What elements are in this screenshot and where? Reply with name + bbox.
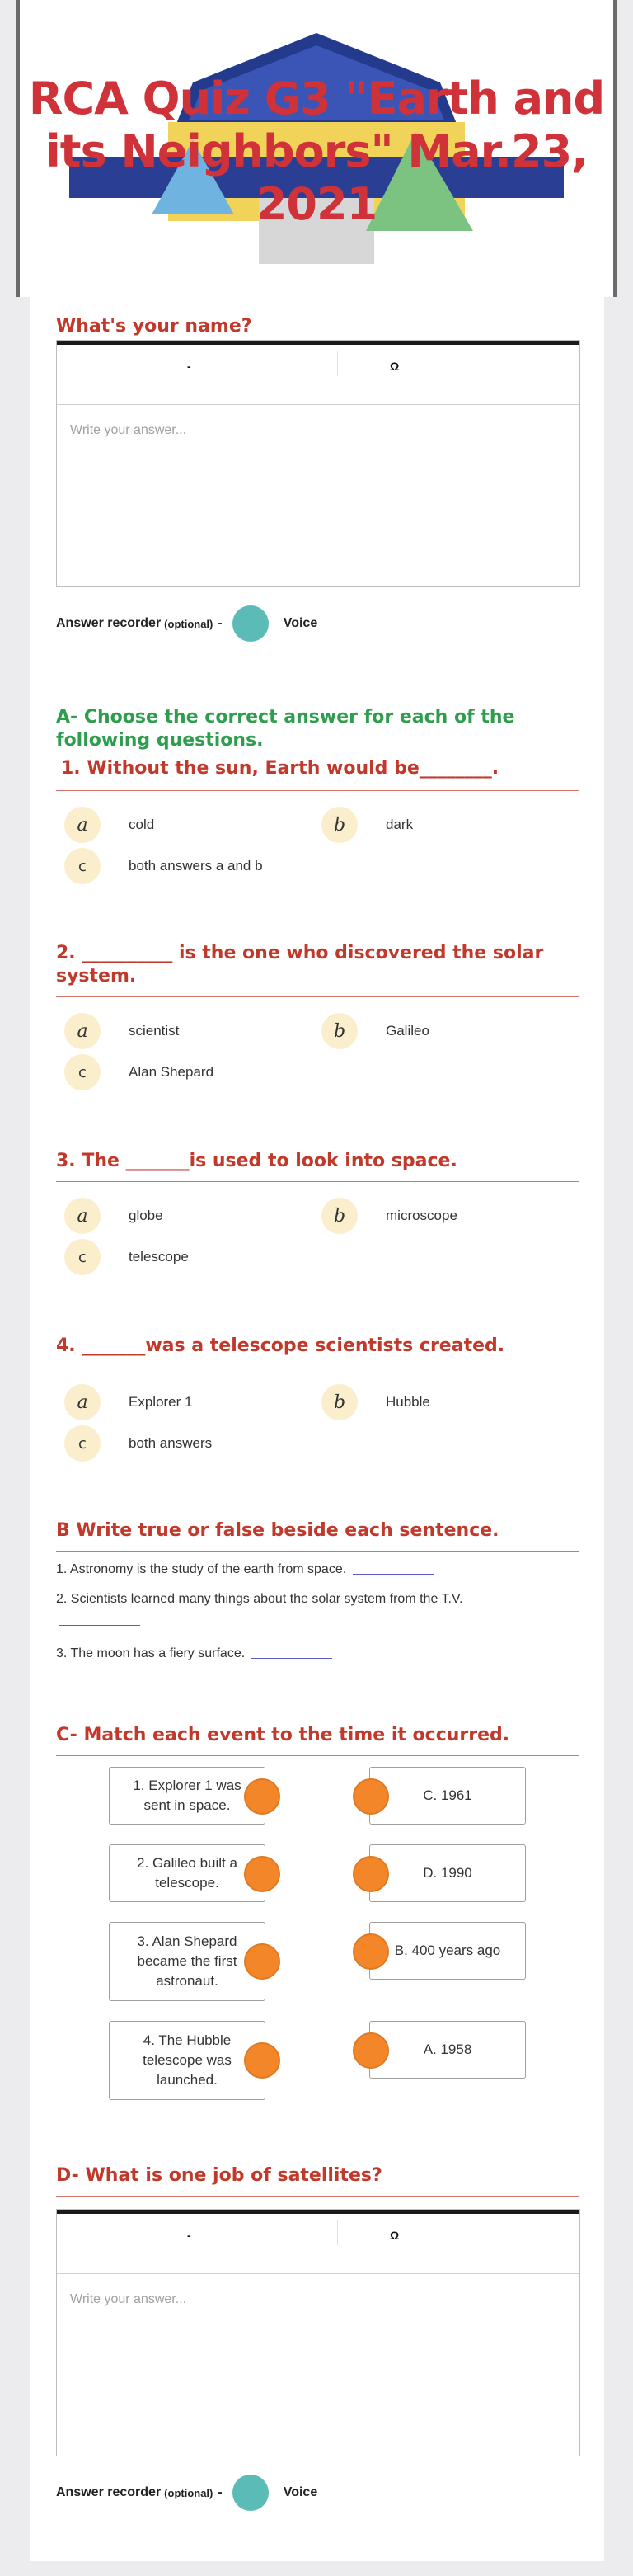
toolbar-dash-button[interactable]: -: [187, 2229, 191, 2242]
option-letter-c: c: [64, 1425, 101, 1462]
tf-sentence-text: 1. Astronomy is the study of the earth from space.: [56, 1562, 347, 1576]
match-dot-icon[interactable]: [244, 1856, 280, 1892]
option-text: scientist: [129, 1023, 180, 1038]
quiz-card: [30, 297, 604, 2561]
tf-answer-blank[interactable]: [353, 1574, 434, 1575]
tf-sentence-2: [56, 1592, 463, 1607]
option-text: both answers: [129, 1435, 213, 1451]
question-name-title: What's your name?: [56, 316, 252, 337]
match-dot-icon[interactable]: [244, 1943, 280, 1980]
match-right-1[interactable]: C. 1961: [369, 1767, 526, 1825]
toolbar-divider: [337, 351, 338, 376]
divider: [56, 1755, 579, 1756]
match-left-4[interactable]: 4. The Hubble telescope was launched.: [109, 2021, 265, 2100]
option-letter-b: b: [321, 1198, 358, 1234]
q1-option-c[interactable]: [64, 848, 263, 884]
match-dot-icon[interactable]: [353, 1933, 389, 1970]
toolbar-divider: [337, 2220, 338, 2245]
part-c-title: C- Match each event to the time it occurred.: [56, 1725, 510, 1745]
voice-label: Voice: [283, 616, 318, 630]
recorder-label: Answer recorder: [56, 616, 162, 630]
q2-title: 2. __________ is the one who discovered the solar system.: [56, 943, 544, 987]
editor-toolbar: [57, 341, 579, 405]
option-text: Explorer 1: [129, 1394, 193, 1410]
match-left-3[interactable]: 3. Alan Shepard became the first astronaut.: [109, 1922, 265, 2001]
divider: [56, 790, 579, 791]
q3-option-c[interactable]: [64, 1239, 189, 1275]
page-margin: [0, 0, 30, 2576]
q4-option-c[interactable]: [64, 1425, 212, 1462]
tf-answer-blank[interactable]: [251, 1658, 332, 1659]
option-letter-a: a: [64, 1198, 101, 1234]
match-dot-icon[interactable]: [244, 1778, 280, 1815]
match-dot-icon[interactable]: [244, 2042, 280, 2079]
match-right-4[interactable]: A. 1958: [369, 2021, 526, 2079]
match-right-3[interactable]: B. 400 years ago: [369, 1922, 526, 1980]
toolbar-dash-button[interactable]: -: [187, 360, 191, 373]
quiz-header: [16, 0, 617, 297]
recorder-optional: (optional): [164, 2486, 213, 2499]
tf-sentence-2-blank: [59, 1613, 140, 1628]
option-letter-a: a: [64, 807, 101, 843]
name-answer-editor[interactable]: [56, 340, 580, 587]
option-text: globe: [129, 1208, 163, 1223]
q3-option-a[interactable]: [64, 1198, 163, 1234]
q4-option-b[interactable]: [321, 1384, 430, 1420]
q3-option-b[interactable]: [321, 1198, 457, 1234]
option-text: microscope: [386, 1208, 457, 1223]
divider: [56, 1551, 579, 1552]
omega-icon[interactable]: Ω: [390, 360, 400, 373]
microphone-icon[interactable]: [232, 605, 269, 642]
divider: [56, 2196, 579, 2197]
option-letter-b: b: [321, 1384, 358, 1420]
match-right-2[interactable]: D. 1990: [369, 1844, 526, 1902]
answer-textarea[interactable]: Write your answer...: [70, 2292, 187, 2306]
match-dot-icon[interactable]: [353, 1778, 389, 1815]
recorder-dash: -: [218, 616, 223, 630]
q4-title: 4. _______was a telescope scientists created.: [56, 1335, 505, 1356]
option-text: Galileo: [386, 1023, 429, 1038]
q1-option-a[interactable]: [64, 807, 154, 843]
q4-option-a[interactable]: [64, 1384, 192, 1420]
match-dot-icon[interactable]: [353, 2032, 389, 2069]
omega-icon[interactable]: Ω: [390, 2229, 400, 2242]
part-b-title: B Write true or false beside each sentence.: [56, 1520, 499, 1541]
q3-title: 3. The _______is used to look into space.: [56, 1151, 457, 1171]
part-a-heading: A- Choose the correct answer for each of the following questions.: [56, 707, 515, 751]
tf-sentence-text: 3. The moon has a fiery surface.: [56, 1646, 246, 1660]
recorder-optional: (optional): [164, 617, 213, 630]
recorder-label: Answer recorder: [56, 2485, 162, 2499]
answer-recorder: [56, 605, 317, 642]
divider: [56, 996, 579, 997]
q2-option-b[interactable]: [321, 1013, 429, 1049]
tf-sentence-1: [56, 1562, 434, 1577]
q2-option-c[interactable]: [64, 1054, 213, 1090]
satellite-answer-editor[interactable]: [56, 2209, 580, 2456]
option-text: Hubble: [386, 1394, 430, 1410]
option-letter-c: c: [64, 1239, 101, 1275]
tf-sentence-text: 2. Scientists learned many things about the solar system from the T.V.: [56, 1592, 463, 1606]
q1-option-b[interactable]: [321, 807, 413, 843]
option-letter-a: a: [64, 1013, 101, 1049]
divider: [56, 1181, 579, 1182]
q2-option-a[interactable]: [64, 1013, 179, 1049]
option-text: dark: [386, 817, 414, 832]
answer-textarea[interactable]: Write your answer...: [70, 423, 187, 437]
match-left-2[interactable]: 2. Galileo built a telescope.: [109, 1844, 265, 1902]
option-letter-c: c: [64, 848, 101, 884]
option-letter-b: b: [321, 1013, 358, 1049]
part-d-title: D- What is one job of satellites?: [56, 2165, 382, 2186]
option-text: telescope: [129, 1249, 189, 1264]
tf-answer-blank[interactable]: [59, 1625, 140, 1626]
option-letter-c: c: [64, 1054, 101, 1090]
editor-toolbar: [57, 2210, 579, 2274]
match-dot-icon[interactable]: [353, 1856, 389, 1892]
option-letter-b: b: [321, 807, 358, 843]
match-left-1[interactable]: 1. Explorer 1 was sent in space.: [109, 1767, 265, 1825]
option-text: Alan Shepard: [129, 1064, 214, 1080]
recorder-dash: -: [218, 2485, 223, 2499]
q1-title: 1. Without the sun, Earth would be________.: [61, 758, 499, 779]
option-letter-a: a: [64, 1384, 101, 1420]
voice-label: Voice: [283, 2485, 318, 2499]
tf-sentence-3: [56, 1646, 332, 1661]
option-text: both answers a and b: [129, 858, 263, 874]
microphone-icon[interactable]: [232, 2475, 269, 2511]
quiz-title: RCA Quiz G3 "Earth and its Neighbors" Mar.23, 2021: [28, 73, 605, 230]
answer-recorder: [56, 2475, 317, 2511]
option-text: cold: [129, 817, 155, 832]
